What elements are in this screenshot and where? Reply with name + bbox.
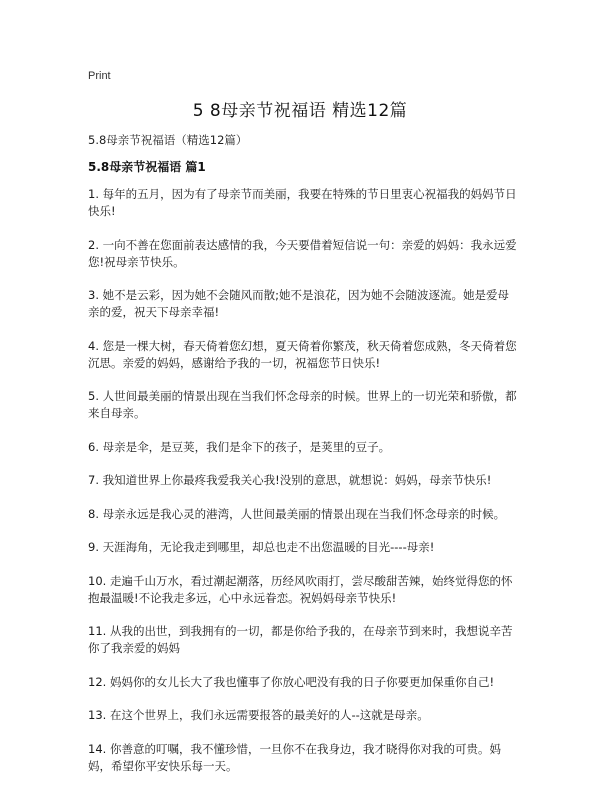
page-title: 5 8母亲节祝福语 精选12篇 <box>192 101 408 121</box>
greeting-item-11: 11. 从我的出世，到我拥有的一切，都是你给予我的，在母亲节到来时，我想说辛苦你了我亲爱的妈妈 <box>88 624 513 655</box>
greeting-item-7: 7. 我知道世界上你最疼我爱我关心我!没别的意思，就想说：妈妈，母亲节快乐! <box>88 473 492 487</box>
greeting-item-8: 8. 母亲永远是我心灵的港湾，人世间最美丽的情景出现在当我们怀念母亲的时候。 <box>88 506 506 521</box>
greeting-item-6: 6. 母亲是伞，是豆荚，我们是伞下的孩子，是荚里的豆子。 <box>88 439 391 454</box>
greeting-item-12: 12. 妈妈你的女儿长大了我也懂事了你放心吧没有我的日子你要更加保重你自己! <box>88 674 495 689</box>
print-label[interactable]: Print <box>88 70 111 82</box>
greeting-item-2: 2. 一向不善在您面前表达感情的我，今天要借着短信说一句：亲爱的妈妈：我永远爱您!祝母亲节快乐。 <box>88 237 517 269</box>
document-subtitle: 5.8母亲节祝福语（精选12篇） <box>88 133 248 147</box>
greeting-item-5: 5. 人世间最美丽的情景出现在当我们怀念母亲的时候。世界上的一切光荣和骄傲，都来自母亲。 <box>88 389 517 420</box>
greeting-item-14: 14. 你善意的叮嘱，我不懂珍惜，一旦你不在我身边，我才晓得你对我的可贵。妈妈，希望你平安快乐每一天。 <box>88 741 501 773</box>
greeting-list <box>88 186 518 791</box>
greeting-item-4: 4. 您是一棵大树，春天倚着您幻想，夏天倚着你繁茂，秋天倚着您成熟，冬天倚着您沉思。亲爱的妈妈，感谢给予我的一切，祝福您节日快乐! <box>88 338 517 370</box>
greeting-item-10: 10. 走遍千山万水，看过潮起潮落，历经风吹雨打，尝尽酸甜苦辣，始终觉得您的怀抱最温暖!不论我走多远，心中永远眷恋。祝妈妈母亲节快乐! <box>88 573 513 605</box>
section-heading: 5.8母亲节祝福语 篇1 <box>88 160 206 174</box>
greeting-item-3: 3. 她不是云彩，因为她不会随风而散;她不是浪花，因为她不会随波逐流。她是爱母亲的爱，祝天下母亲幸福! <box>88 288 509 319</box>
greeting-item-9: 9. 天涯海角，无论我走到哪里，却总也走不出您温暖的目光----母亲! <box>88 540 435 554</box>
greeting-item-1: 1. 每年的五月，因为有了母亲节而美丽，我要在特殊的节日里衷心祝福我的妈妈节日快乐! <box>88 187 517 218</box>
greeting-item-13: 13. 在这个世界上，我们永远需要报答的最美好的人--这就是母亲。 <box>88 708 429 722</box>
